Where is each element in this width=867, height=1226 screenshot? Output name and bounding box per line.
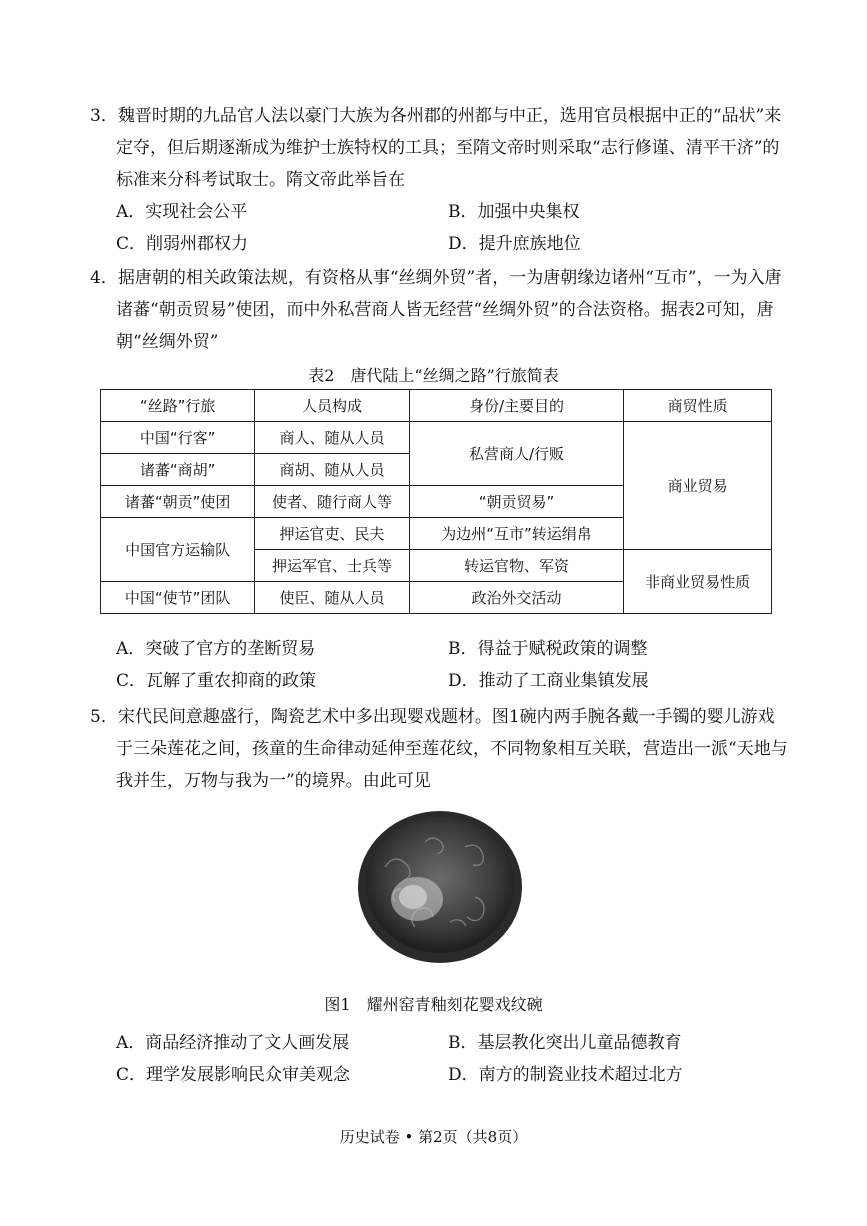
question-3-options-row-1 bbox=[90, 196, 790, 228]
question-5-options-row-2 bbox=[90, 1059, 790, 1091]
bowl-image bbox=[355, 807, 525, 967]
table-header-cell: “丝路”行旅 bbox=[101, 390, 255, 422]
question-4-options-row-1 bbox=[90, 633, 790, 665]
table-cell: 诸蕃“朝贡”使团 bbox=[101, 486, 255, 518]
question-5-option-a[interactable]: A．商品经济推动了文人画发展 bbox=[116, 1033, 350, 1053]
question-5-option-c[interactable]: C．理学发展影响民众审美观念 bbox=[116, 1065, 351, 1085]
question-5-option-d[interactable]: D．南方的制瓷业技术超过北方 bbox=[448, 1065, 683, 1085]
question-5-options-row-1 bbox=[90, 1027, 790, 1059]
question-4-option-c[interactable]: C．瓦解了重农抑商的政策 bbox=[116, 671, 317, 691]
table-cell: 使者、随行商人等 bbox=[255, 486, 409, 518]
question-4-option-a[interactable]: A．突破了官方的垄断贸易 bbox=[116, 639, 316, 659]
question-3-option-c[interactable]: C．削弱州郡权力 bbox=[116, 234, 249, 254]
table-row bbox=[101, 422, 772, 454]
question-4-options bbox=[90, 633, 790, 697]
table-cell: “朝贡贸易” bbox=[409, 486, 624, 518]
question-4-option-b[interactable]: B．得益于赋税政策的调整 bbox=[448, 639, 648, 659]
question-3 bbox=[90, 100, 790, 260]
figure-caption: 图1 耀州窑青釉刻花婴戏纹碗 bbox=[324, 995, 543, 1014]
question-3-options-row-2 bbox=[90, 228, 790, 260]
table-header-row bbox=[101, 390, 772, 422]
question-5 bbox=[90, 701, 790, 797]
page-footer: 历史试卷 • 第2页（共8页） bbox=[339, 1128, 528, 1146]
table-cell: 中国“使节”团队 bbox=[101, 582, 255, 614]
question-3-option-a[interactable]: A．实现社会公平 bbox=[116, 202, 248, 222]
table-cell: 押运官吏、民夫 bbox=[255, 518, 409, 550]
table-cell: 商业贸易 bbox=[624, 422, 772, 550]
table-cell: 中国官方运输队 bbox=[101, 518, 255, 582]
table-cell: 使臣、随从人员 bbox=[255, 582, 409, 614]
question-3-stem: 3．魏晋时期的九品官人法以豪门大族为各州郡的州都与中正，选用官员根据中正的“品状”来定夺，但后期逐渐成为维护士族特权的工具；至隋文帝时则采取“志行修谨、清平干济”的标准来分科考试取士。隋文帝此举旨在 bbox=[90, 106, 782, 190]
table-cell: 商人、随从人员 bbox=[255, 422, 409, 454]
table-cell: 转运官物、军资 bbox=[409, 550, 624, 582]
silk-road-table bbox=[100, 389, 772, 614]
question-4-option-d[interactable]: D．推动了工商业集镇发展 bbox=[448, 671, 649, 691]
question-5-stem: 5．宋代民间意趣盛行，陶瓷艺术中多出现婴戏题材。图1碗内两手腕各戴一手镯的婴儿游戏于三朵莲花之间，孩童的生命律动延伸至莲花纹，不同物象相互关联，营造出一派“天地与我并生，万物与我为一”的境界。由此可见 bbox=[90, 707, 788, 791]
table-header-cell: 身份/主要目的 bbox=[409, 390, 624, 422]
table-caption: 表2 唐代陆上“丝绸之路”行旅简表 bbox=[308, 366, 559, 385]
question-4 bbox=[90, 262, 790, 358]
table-header-cell: 人员构成 bbox=[255, 390, 409, 422]
question-5-options bbox=[90, 1027, 790, 1091]
table-cell: 政治外交活动 bbox=[409, 582, 624, 614]
question-4-options-row-2 bbox=[90, 665, 790, 697]
table-cell: 非商业贸易性质 bbox=[624, 550, 772, 614]
table-header-cell: 商贸性质 bbox=[624, 390, 772, 422]
table-cell: 商胡、随从人员 bbox=[255, 454, 409, 486]
question-3-option-d[interactable]: D．提升庶族地位 bbox=[448, 234, 581, 254]
question-3-option-b[interactable]: B．加强中央集权 bbox=[448, 202, 580, 222]
table-cell: 为边州“互市”转运绢帛 bbox=[409, 518, 624, 550]
table-cell: 诸蕃“商胡” bbox=[101, 454, 255, 486]
table-cell: 押运军官、士兵等 bbox=[255, 550, 409, 582]
table-cell: 私营商人/行贩 bbox=[409, 422, 624, 486]
question-4-stem: 4．据唐朝的相关政策法规，有资格从事“丝绸外贸”者，一为唐朝缘边诸州“互市”，一为入唐诸蕃“朝贡贸易”使团，而中外私营商人皆无经营“丝绸外贸”的合法资格。据表2可知，唐朝“丝绸外贸” bbox=[90, 268, 782, 352]
bowl-illustration bbox=[355, 807, 525, 967]
table-cell: 中国“行客” bbox=[101, 422, 255, 454]
question-5-option-b[interactable]: B．基层教化突出儿童品德教育 bbox=[448, 1033, 682, 1053]
